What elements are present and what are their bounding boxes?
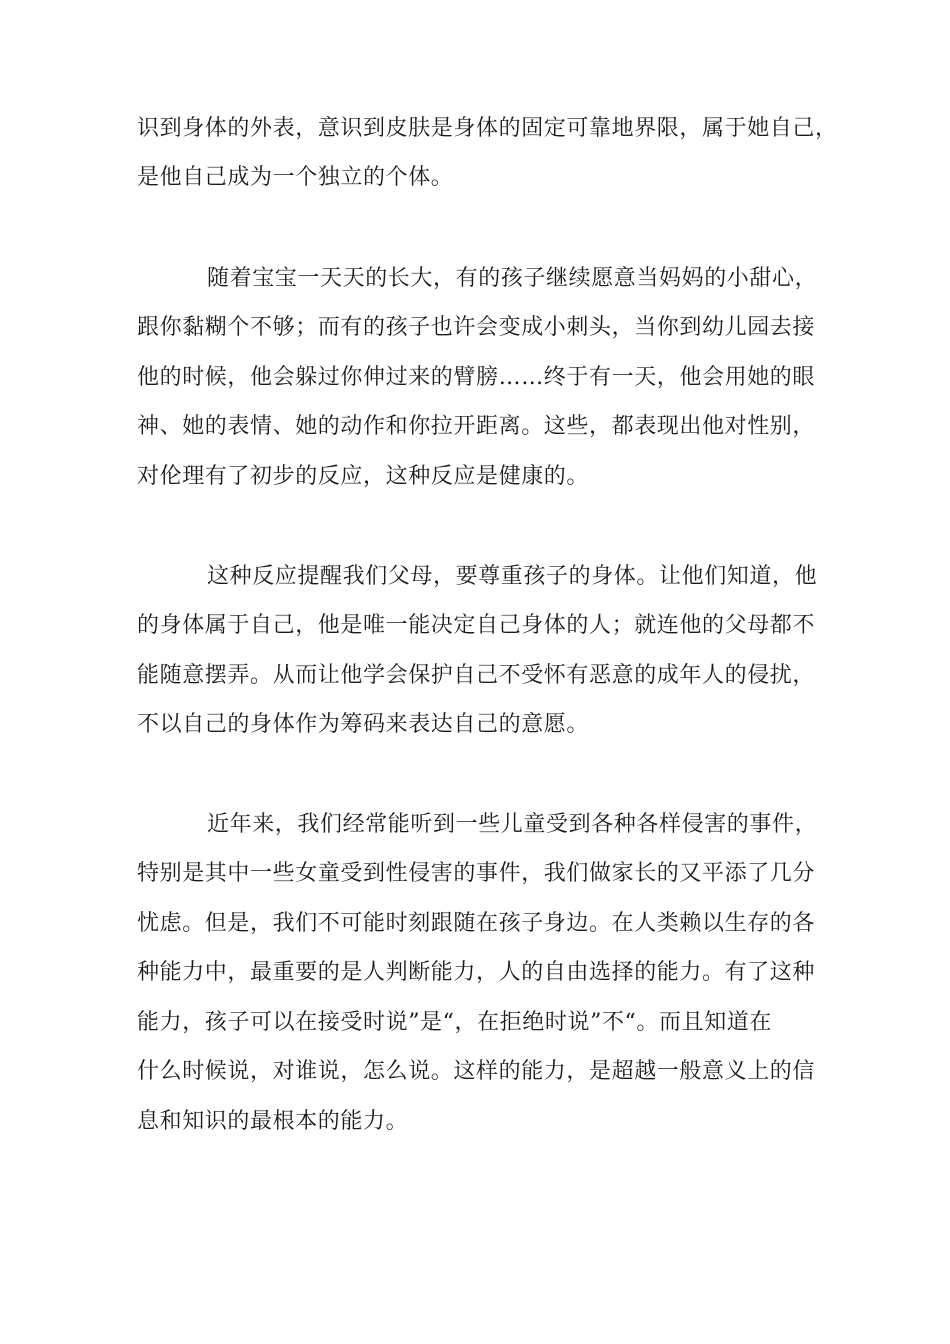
paragraph-line: 特别是其中一些女童受到性侵害的事件，我们做家长的又平添了几分 <box>137 861 816 886</box>
paragraph-line: 他的时候，他会躲过你伸过来的臂膀……终于有一天，他会用她的眼 <box>137 365 816 390</box>
paragraph-line: 忧虑。但是，我们不可能时刻跟随在孩子身边。在人类赖以生存的各 <box>137 911 816 936</box>
paragraph-line: 的身体属于自己，他是唯一能决定自己身体的人；就连他的父母都不 <box>137 613 816 638</box>
paragraph-line: 随着宝宝一天天的长大，有的孩子继续愿意当妈妈的小甜心， <box>207 266 818 291</box>
paragraph-line: 息和知识的最根本的能力。 <box>137 1109 409 1134</box>
paragraph-line: 能力，孩子可以在接受时说”是“，在拒绝时说”不“。而且知道在 <box>137 1010 772 1035</box>
paragraph-line: 神、她的表情、她的动作和你拉开距离。这些，都表现出他对性别， <box>137 414 816 439</box>
paragraph-line: 种能力中，最重要的是人判断能力，人的自由选择的能力。有了这种 <box>137 960 816 985</box>
paragraph-line: 不以自己的身体作为筹码来表达自己的意愿。 <box>137 712 590 737</box>
paragraph-line: 识到身体的外表，意识到皮肤是身体的固定可靠地界限，属于她自己， <box>137 116 838 141</box>
paragraph-line: 是他自己成为一个独立的个体。 <box>137 165 454 190</box>
paragraph-line: 对伦理有了初步的反应，这种反应是健康的。 <box>137 464 590 489</box>
paragraph-line: 跟你黏糊个不够；而有的孩子也许会变成小刺头，当你到幼儿园去接 <box>137 315 816 340</box>
paragraph-line: 能随意摆弄。从而让他学会保护自己不受怀有恶意的成年人的侵扰， <box>137 663 816 688</box>
paragraph-line: 近年来，我们经常能听到一些儿童受到各种各样侵害的事件， <box>207 812 818 837</box>
paragraph-line: 什么时候说，对谁说，怎么说。这样的能力，是超越一般意义上的信 <box>137 1059 816 1084</box>
paragraph-line: 这种反应提醒我们父母，要尊重孩子的身体。让他们知道，他 <box>207 564 818 589</box>
